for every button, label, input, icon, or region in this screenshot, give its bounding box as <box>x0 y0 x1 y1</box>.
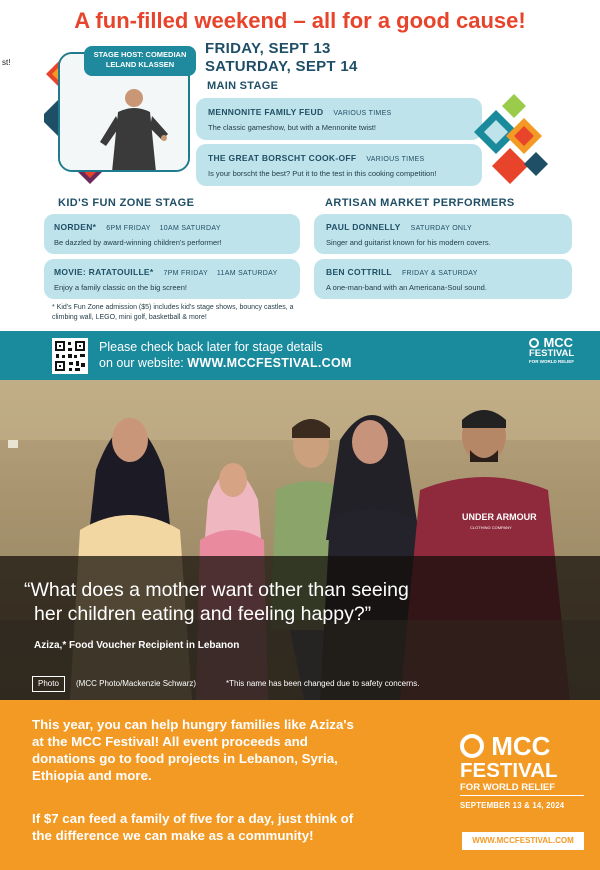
appeal-line: Ethiopia and more. <box>32 768 152 783</box>
event-time: SATURDAY ONLY <box>410 225 472 232</box>
logo-festival: FESTIVAL <box>529 348 575 360</box>
logo-tag: FOR WORLD RELIEF <box>529 359 574 365</box>
headline: A fun-filled weekend – all for a good cause! <box>74 8 526 33</box>
quote-band <box>0 556 600 700</box>
cropped-edge-text: st! <box>2 58 11 67</box>
kids-stage-heading: KID'S FUN ZONE STAGE <box>58 197 195 209</box>
main-stage-heading: MAIN STAGE <box>207 80 279 92</box>
appeal-line: donations go to food projects in Lebanon, Syria, <box>32 751 338 766</box>
website-line-1: Please check back later for stage details <box>99 340 323 354</box>
logo-tag-large: FOR WORLD RELIEF <box>460 782 584 796</box>
festival-dates: SEPTEMBER 13 & 14, 2024 <box>460 801 565 811</box>
event-title: THE GREAT BORSCHT COOK-OFF <box>208 153 357 163</box>
quote-attribution: Aziza,* Food Voucher Recipient in Lebanon <box>34 640 240 651</box>
shirt-brand-subtext: CLOTHING COMPANY <box>470 525 512 530</box>
appeal-line: This year, you can help hungry families like Aziza's <box>32 717 354 732</box>
appeal-paragraph-2 <box>32 810 353 844</box>
appeal-paragraph-1 <box>32 716 354 784</box>
photo-credit: (MCC Photo/Mackenzie Schwarz) <box>76 679 197 688</box>
appeal-line: the difference we can make as a community! <box>32 828 314 843</box>
host-label: STAGE HOST: COMEDIAN LELAND KLASSEN <box>84 46 196 76</box>
event-desc: A one-man-band with an Americana-Soul sound. <box>326 283 487 292</box>
mcc-logo-small <box>529 335 575 365</box>
photo-label: Photo <box>32 676 65 692</box>
website-text <box>99 339 352 371</box>
artisan-event-1 <box>314 214 572 254</box>
event-title: MENNONITE FAMILY FEUD <box>208 107 324 117</box>
website-band <box>0 331 600 380</box>
festival-url-button[interactable]: WWW.MCCFESTIVAL.COM <box>462 832 584 850</box>
artisan-heading: ARTISAN MARKET PERFORMERS <box>325 197 515 209</box>
website-prefix: on our website: <box>99 356 184 370</box>
logo-mcc: MCC <box>543 335 574 350</box>
date-saturday: SATURDAY, SEPT 14 <box>205 58 358 75</box>
event-desc: Singer and guitarist known for his modern covers. <box>326 238 491 247</box>
appeal-line: at the MCC Festival! All event proceeds and <box>32 734 308 749</box>
date-friday: FRIDAY, SEPT 13 <box>205 40 331 57</box>
event-title: MOVIE: RATATOUILLE* <box>54 267 154 277</box>
quote-line-1: “What does a mother want other than seeing <box>24 579 409 601</box>
event-title: NORDEN* <box>54 222 97 232</box>
event-desc: The classic gameshow, but with a Mennonite twist! <box>208 123 376 132</box>
appeal-line: If $7 can feed a family of five for a day, just think of <box>32 811 354 826</box>
quote-line-2: her children eating and feeling happy?” <box>34 603 372 625</box>
event-desc: Be dazzled by award-winning children's performer! <box>54 238 222 247</box>
event-time: 7PM FRIDAY 11AM SATURDAY <box>163 270 278 277</box>
mcc-logo-large <box>460 730 584 810</box>
main-stage-event-2 <box>196 144 482 186</box>
quote-text <box>24 578 409 626</box>
kids-zone-note: * Kid's Fun Zone admission ($5) includes kid's stage shows, bouncy castles, a climbing wall, LEGO, mini golf, basketball & more! <box>52 304 294 321</box>
event-dates <box>205 40 358 76</box>
logo-mcc-large: MCC <box>491 731 551 762</box>
mcc-cross-icon-large <box>460 734 484 758</box>
event-title: BEN COTTRILL <box>326 267 392 277</box>
kids-event-2 <box>44 259 300 299</box>
event-time: VARIOUS TIMES <box>366 156 425 163</box>
shirt-brand-text: UNDER ARMOUR <box>462 512 537 522</box>
event-time: VARIOUS TIMES <box>333 110 392 117</box>
event-time: FRIDAY & SATURDAY <box>401 270 478 277</box>
logo-festival-large: FESTIVAL <box>460 759 558 783</box>
artisan-event-2 <box>314 259 572 299</box>
event-desc: Enjoy a family classic on the big screen! <box>54 283 187 292</box>
main-stage-event-1 <box>196 98 482 140</box>
event-title: PAUL DONNELLY <box>326 222 401 232</box>
mcc-cross-icon <box>529 338 539 348</box>
quilt-pattern-right <box>466 92 550 188</box>
event-time: 6PM FRIDAY 10AM SATURDAY <box>106 225 221 232</box>
website-link[interactable]: WWW.MCCFESTIVAL.COM <box>187 356 352 370</box>
appeal-panel <box>0 700 600 870</box>
name-footnote: *This name has been changed due to safety concerns. <box>226 679 420 688</box>
event-desc: Is your borscht the best? Put it to the test in this cooking competition! <box>208 169 437 178</box>
qr-code-icon[interactable] <box>52 338 88 374</box>
kids-event-1 <box>44 214 300 254</box>
